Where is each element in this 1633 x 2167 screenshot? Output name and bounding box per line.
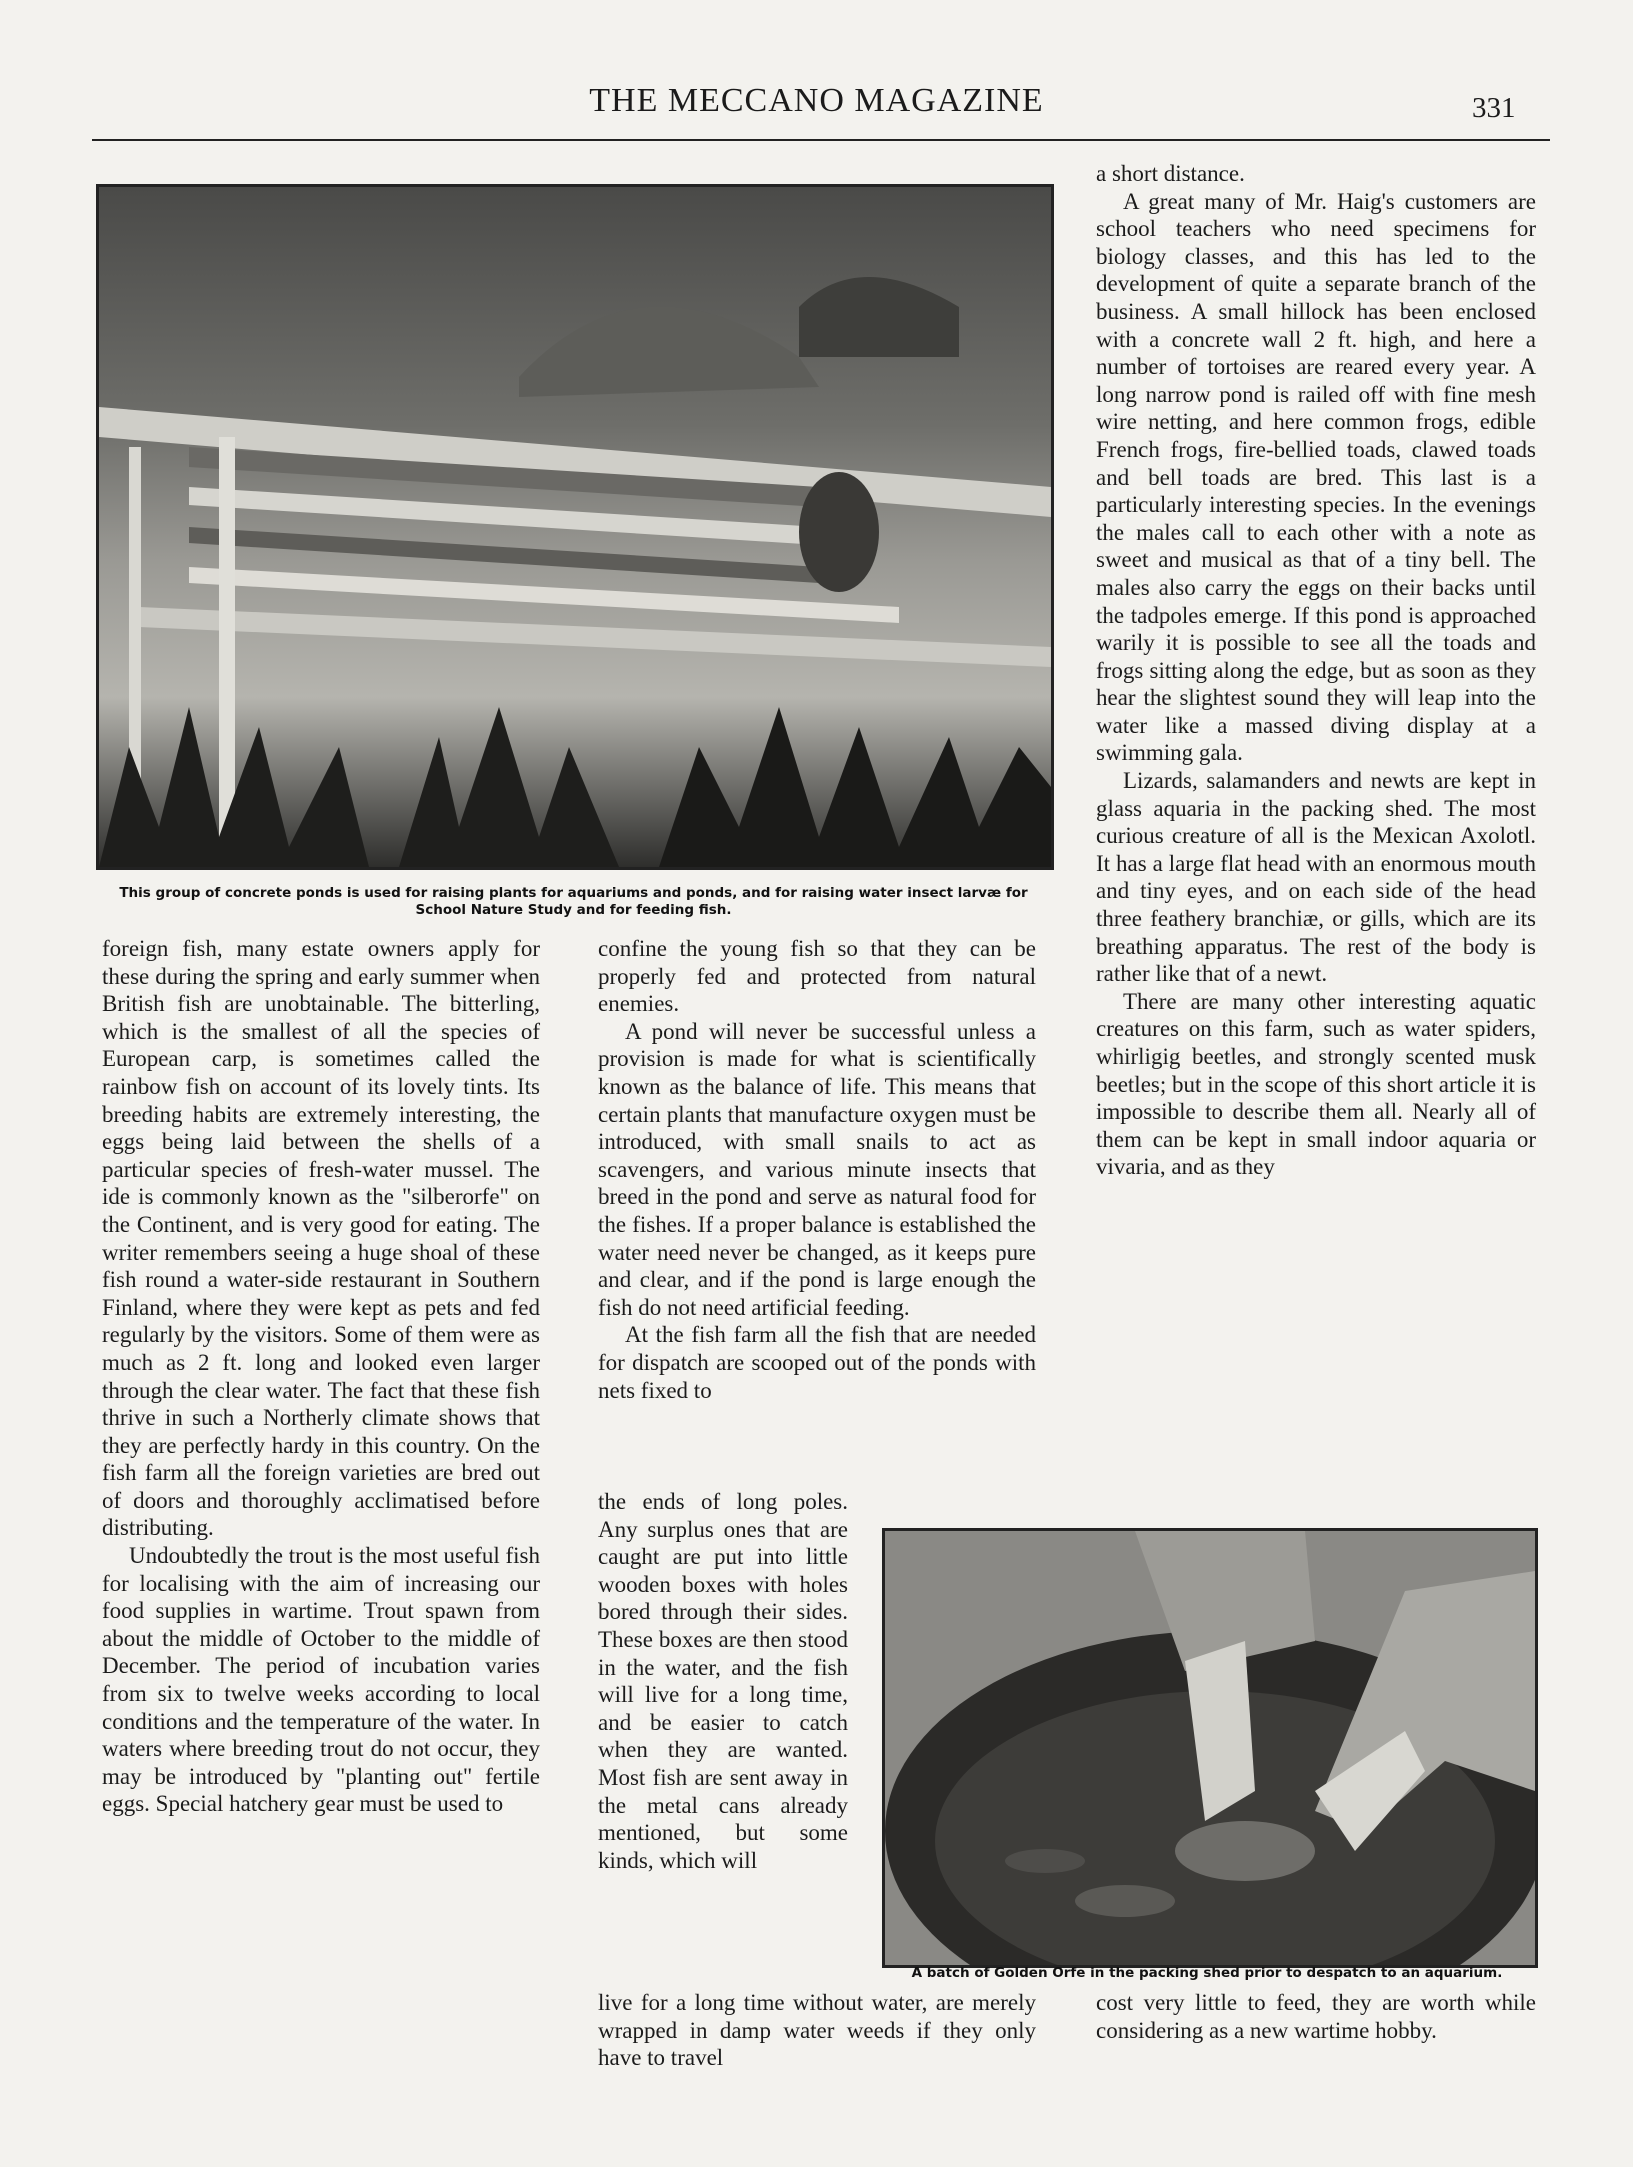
paragraph: At the fish farm all the fish that are needed for dispatch are scooped out of the ponds with nets fixed to <box>598 1322 1036 1403</box>
page-number: 331 <box>1472 92 1516 124</box>
paragraph: confine the young fish so that they can be properly fed and protected from natural enemies. <box>598 936 1036 1017</box>
paragraph: live for a long time without water, are merely wrapped in damp water weeds if they only have to travel <box>598 1990 1036 2071</box>
concrete-ponds-photo <box>96 184 1054 870</box>
article-column-2-narrow <box>598 1488 848 1874</box>
article-column-2-tail <box>598 1989 1036 2072</box>
golden-orfe-photo <box>882 1528 1538 1968</box>
article-column-1 <box>102 935 540 1818</box>
paragraph: the ends of long poles. Any surplus ones that are caught are put into little wooden boxes with holes bored through their sides. These boxes are then stood in the water, and the fish will live for a long time, and be easier to catch when they are wanted. Most fish are sent away in the metal cans already mentioned, but some kinds, which will <box>598 1489 848 1873</box>
paragraph: cost very little to feed, they are worth while considering as a new wartime hobby. <box>1096 1990 1536 2043</box>
paragraph: There are many other interesting aquatic creatures on this farm, such as water spiders, whirligig beetles, and strongly scented musk beetles; but in the scope of this short article it is impossible to describe them all. Nearly all of them can be kept in small indoor aquaria or vivaria, and as they <box>1096 988 1536 1180</box>
top-photo-caption: This group of concrete ponds is used for raising plants for aquariums and ponds, and for raising water insect larvæ for School Nature Study and for feeding fish. <box>119 885 1028 918</box>
paragraph: Undoubtedly the trout is the most useful fish for localising with the aim of increasing our food supplies in wartime. Trout spawn from about the middle of October to the middle of December. The period of incubation varies from six to twelve weeks according to local conditions and the temperature of the water. In waters where breeding trout do not occur, they may be introduced by "planting out" fertile eggs. Special hatchery gear must be used to <box>102 1543 540 1817</box>
paragraph: foreign fish, many estate owners apply for these during the spring and early summer when British fish are unobtainable. The bitterling, which is the smallest of all the species of European carp, is sometimes called the rainbow fish on account of its lovely tints. Its breeding habits are extremely interesting, the eggs being laid between the shells of a particular species of fresh-water mussel. The ide is commonly known as the "silberorfe" on the Continent, and is very good for eating. The writer remembers seeing a huge shoal of these fish round a water-side restaurant in Southern Finland, where they were kept as pets and fed regularly by the visitors. Some of them were as much as 2 ft. long and looked even larger through the clear water. The fact that these fish thrive in such a Northerly climate shows that they are perfectly hardy in this country. On the fish farm all the foreign varieties are bred out of doors and thoroughly acclimatised before distributing. <box>102 936 540 1541</box>
paragraph: Lizards, salamanders and newts are kept in glass aquaria in the packing shed. The most curious creature of all is the Mexican Axolotl. It has a large flat head with an enormous mouth and tiny eyes, and on each side of the head three feathery branchiæ, or gills, which are its breathing apparatus. The rest of the body is rather like that of a newt. <box>1096 768 1536 987</box>
magazine-title: THE MECCANO MAGAZINE <box>589 82 1044 119</box>
bottom-photo-caption: A batch of Golden Orfe in the packing shed prior to despatch to an aquarium. <box>911 1965 1503 1981</box>
article-column-2 <box>598 935 1036 1404</box>
paragraph: a short distance. <box>1096 161 1245 186</box>
article-column-3 <box>1096 160 1536 1181</box>
article-column-3-tail <box>1096 1989 1536 2044</box>
header-rule <box>92 139 1550 141</box>
paragraph: A pond will never be successful unless a provision is made for what is scientifically known as the balance of life. This means that certain plants that manufacture oxygen must be introduced, with small snails to act as scavengers, and various minute insects that breed in the pond and serve as natural food for the fishes. If a proper balance is established the water need never be changed, as it keeps pure and clear, and if the pond is large enough the fish do not need artificial feeding. <box>598 1018 1036 1320</box>
paragraph: A great many of Mr. Haig's customers are school teachers who need specimens for biology classes, and this has led to the development of quite a separate branch of the business. A small hillock has been enclosed with a concrete wall 2 ft. high, and here a number of tortoises are reared every year. A long narrow pond is railed off with fine mesh wire netting, and here common frogs, edible French frogs, fire-bellied toads, clawed toads and bell toads are bred. This last is a particularly interesting species. In the evenings the males call to each other with a note as sweet and musical as that of a tiny bell. The males also carry the eggs on their backs until the tadpoles emerge. If this pond is approached warily it is possible to see all the toads and frogs sitting along the edge, but as soon as they hear the slightest sound they will leap into the water like a massed diving display at a swimming gala. <box>1096 188 1536 766</box>
